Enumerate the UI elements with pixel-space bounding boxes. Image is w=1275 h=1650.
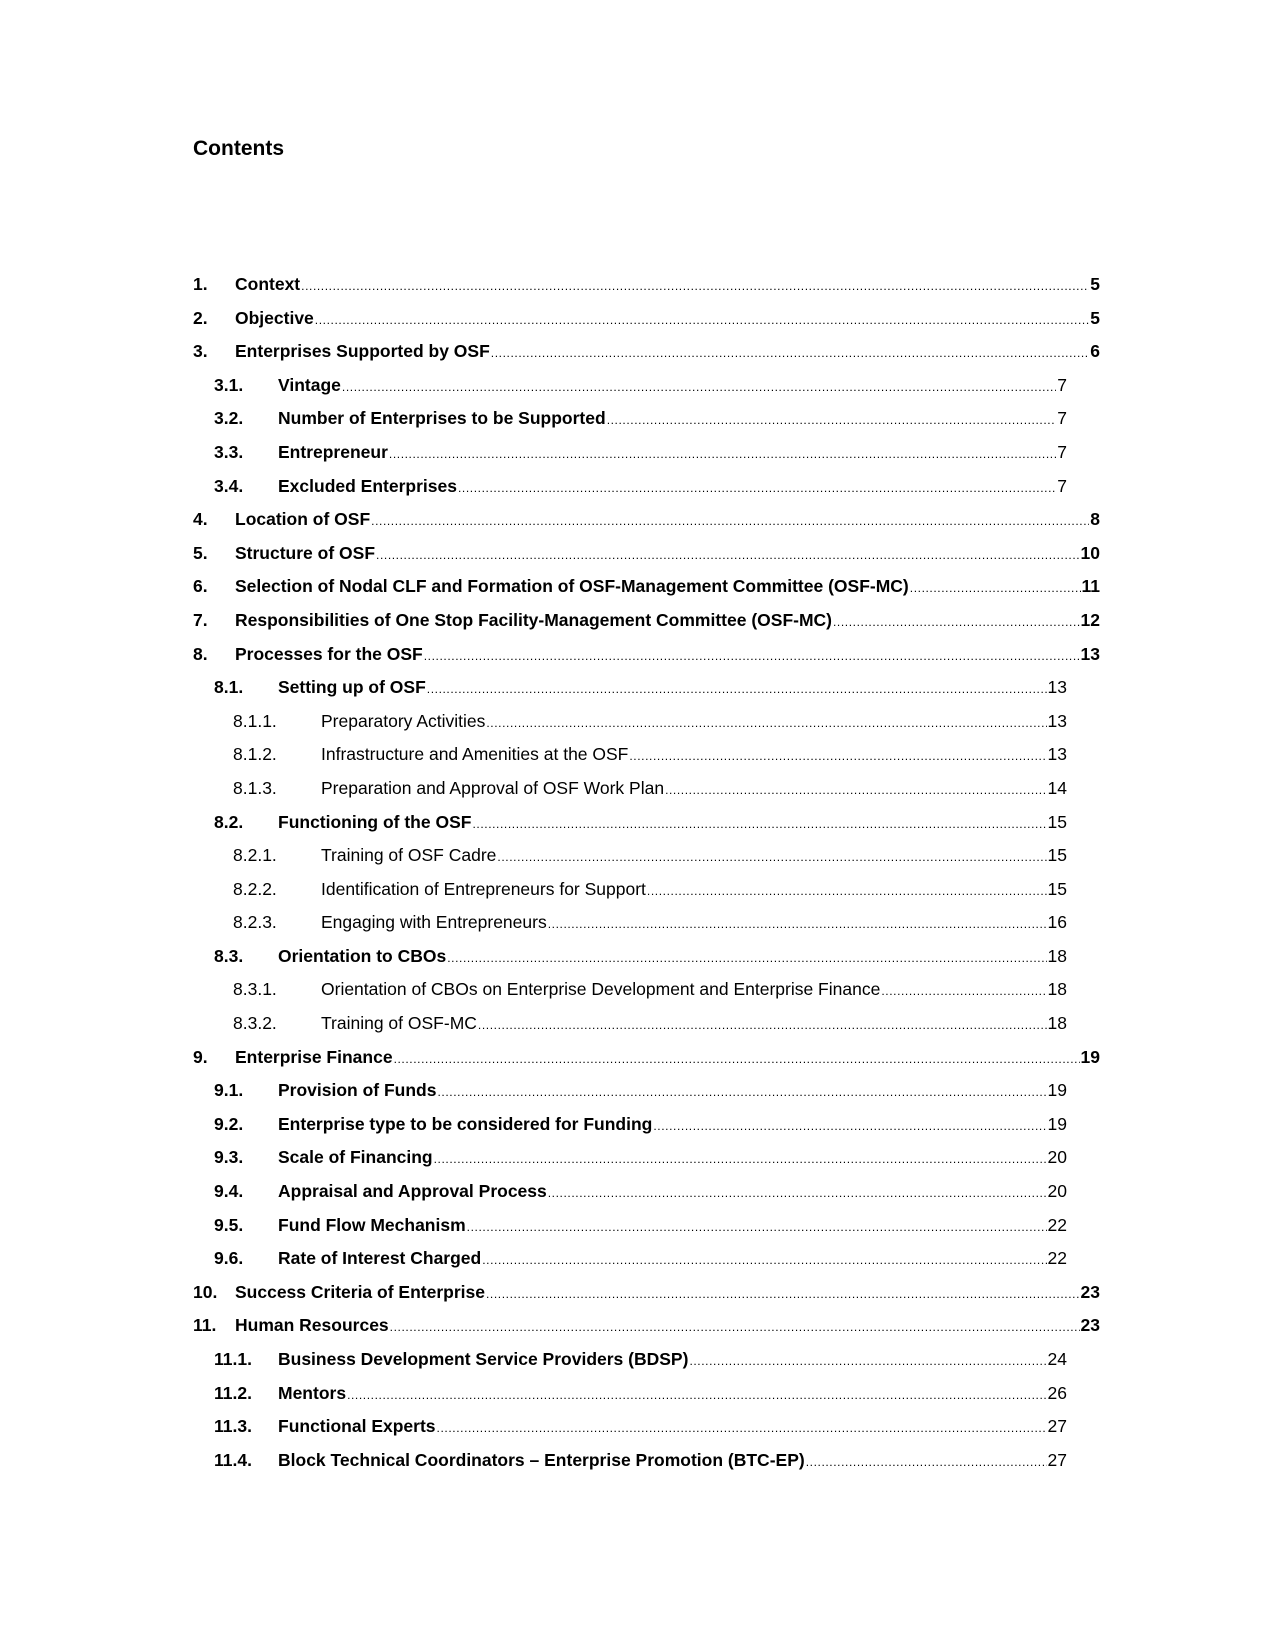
toc-entry-page-number: 13 — [1080, 643, 1100, 664]
toc-entry-page-number: 15 — [1047, 811, 1067, 832]
toc-entry-title: Engaging with Entrepreneurs — [321, 912, 547, 933]
toc-entry-title: Training of OSF-MC — [321, 1013, 477, 1034]
toc-entry-page-number: 10 — [1080, 542, 1100, 563]
toc-entry-title: Human Resources — [235, 1315, 389, 1336]
toc-entry[interactable] — [193, 503, 1100, 537]
dot-leader — [472, 806, 1046, 842]
dot-leader — [434, 1141, 1047, 1177]
toc-entry[interactable] — [193, 1175, 1067, 1209]
toc-entry-title: Appraisal and Approval Process — [278, 1181, 547, 1202]
toc-entry[interactable] — [193, 268, 1100, 302]
toc-entry-number: 9.4. — [214, 1181, 244, 1202]
toc-entry-number: 8.1. — [214, 677, 244, 698]
toc-entry[interactable] — [193, 1343, 1067, 1377]
toc-entry-title: Context — [235, 274, 301, 294]
contents-heading: Contents — [193, 137, 284, 160]
toc-entry[interactable] — [193, 1041, 1100, 1075]
toc-entry[interactable] — [193, 1410, 1067, 1444]
dot-leader — [390, 1309, 1080, 1345]
toc-entry-number: 8.2.3. — [233, 912, 277, 933]
dot-leader — [833, 604, 1080, 640]
toc-entry-page-number: 24 — [1047, 1349, 1067, 1369]
toc-entry-page-number: 26 — [1047, 1382, 1067, 1403]
toc-entry[interactable] — [193, 738, 1067, 772]
toc-entry-page-number: 27 — [1047, 1416, 1067, 1437]
toc-entry-page-number: 18 — [1047, 979, 1067, 1000]
toc-entry-number: 11.1. — [214, 1349, 252, 1369]
toc-entry-title: Identification of Entrepreneurs for Support — [321, 878, 646, 899]
toc-entry-page-number: 5 — [1090, 307, 1100, 328]
toc-entry-number: 9.6. — [214, 1248, 244, 1269]
dot-leader — [486, 1276, 1080, 1312]
toc-entry[interactable] — [193, 671, 1067, 705]
toc-entry-page-number: 15 — [1047, 845, 1067, 866]
toc-entry-number: 11. — [193, 1315, 217, 1336]
dot-leader — [806, 1444, 1047, 1480]
toc-entry[interactable] — [193, 1007, 1067, 1041]
toc-entry-number: 8.1.3. — [233, 777, 277, 798]
toc-entry-number: 8.2.1. — [233, 845, 277, 866]
toc-entry[interactable] — [193, 705, 1067, 739]
toc-entry-page-number: 18 — [1047, 1013, 1067, 1034]
toc-entry-page-number: 14 — [1047, 777, 1067, 798]
toc-entry-number: 1. — [193, 274, 208, 294]
toc-entry-number: 9.1. — [214, 1080, 244, 1101]
toc-entry-title: Processes for the OSF — [235, 643, 423, 664]
toc-entry-number: 8.3.1. — [233, 979, 277, 1000]
toc-entry-title: Number of Enterprises to be Supported — [278, 408, 606, 429]
toc-entry[interactable] — [193, 335, 1100, 369]
toc-entry-title: Rate of Interest Charged — [278, 1248, 482, 1269]
toc-entry-page-number: 23 — [1080, 1315, 1100, 1336]
dot-leader — [548, 906, 1047, 942]
toc-entry-page-number: 7 — [1057, 475, 1067, 496]
toc-entry-title: Preparation and Approval of OSF Work Plan — [321, 777, 665, 798]
toc-entry[interactable] — [193, 1309, 1100, 1343]
toc-entry-number: 8.1.1. — [233, 710, 277, 731]
toc-entry-title: Training of OSF Cadre — [321, 845, 497, 866]
dot-leader — [458, 470, 1056, 506]
toc-entry-number: 3.3. — [214, 441, 244, 462]
dot-leader — [376, 537, 1080, 573]
toc-entry-page-number: 18 — [1047, 945, 1067, 966]
dot-leader — [447, 940, 1046, 976]
toc-entry-page-number: 7 — [1057, 408, 1067, 429]
toc-entry-title: Functioning of the OSF — [278, 811, 472, 832]
toc-entry-number: 5. — [193, 542, 208, 563]
toc-entry-title: Block Technical Coordinators – Enterprise Promotion (BTC-EP) — [278, 1449, 805, 1470]
toc-entry-number: 3. — [193, 341, 208, 362]
toc-entry-title: Excluded Enterprises — [278, 475, 457, 496]
toc-entry-page-number: 27 — [1047, 1449, 1067, 1470]
dot-leader — [478, 1007, 1047, 1043]
toc-entry-title: Mentors — [278, 1382, 347, 1403]
dot-leader — [689, 1343, 1046, 1379]
toc-entry-page-number: 19 — [1047, 1080, 1067, 1101]
toc-entry[interactable] — [193, 973, 1067, 1007]
toc-entry-title: Location of OSF — [235, 509, 371, 530]
dot-leader — [497, 839, 1046, 875]
toc-entry[interactable] — [193, 604, 1100, 638]
toc-entry[interactable] — [193, 1377, 1067, 1411]
dot-leader — [910, 570, 1081, 606]
toc-entry-page-number: 20 — [1047, 1181, 1067, 1202]
toc-entry-title: Structure of OSF — [235, 542, 376, 563]
toc-entry-number: 10. — [193, 1281, 218, 1302]
toc-entry[interactable] — [193, 369, 1067, 403]
toc-entry-page-number: 23 — [1080, 1281, 1100, 1302]
toc-entry-title: Success Criteria of Enterprise — [235, 1281, 485, 1302]
toc-entry-page-number: 15 — [1047, 878, 1067, 899]
dot-leader — [437, 1410, 1047, 1446]
toc-entry-number: 2. — [193, 307, 208, 328]
toc-entry[interactable] — [193, 402, 1067, 436]
toc-entry-number: 4. — [193, 509, 208, 530]
dot-leader — [371, 503, 1089, 539]
dot-leader — [647, 873, 1047, 909]
toc-entry[interactable] — [193, 1209, 1067, 1243]
toc-entry[interactable] — [193, 873, 1067, 907]
toc-entry-title: Orientation to CBOs — [278, 945, 447, 966]
dot-leader — [482, 1242, 1046, 1278]
toc-entry-number: 8.2.2. — [233, 878, 277, 899]
toc-entry[interactable] — [193, 1141, 1067, 1175]
dot-leader — [389, 436, 1056, 472]
toc-entry-number: 11.3. — [214, 1416, 252, 1437]
toc-entry[interactable] — [193, 1108, 1067, 1142]
toc-entry-title: Fund Flow Mechanism — [278, 1214, 466, 1235]
toc-entry-page-number: 7 — [1057, 441, 1067, 462]
toc-entry[interactable] — [193, 436, 1067, 470]
toc-entry-page-number: 19 — [1080, 1046, 1100, 1067]
toc-entry[interactable] — [193, 839, 1067, 873]
toc-entry-title: Vintage — [278, 374, 341, 395]
toc-entry-number: 7. — [193, 609, 208, 630]
toc-entry-number: 8.2. — [214, 811, 244, 832]
dot-leader — [548, 1175, 1047, 1211]
toc-entry[interactable] — [193, 772, 1067, 806]
dot-leader — [437, 1074, 1046, 1110]
toc-entry-page-number: 13 — [1047, 677, 1067, 698]
toc-entry-page-number: 19 — [1047, 1113, 1067, 1134]
toc-entry-number: 3.1. — [214, 374, 244, 395]
toc-entry-title: Objective — [235, 307, 314, 328]
toc-entry-title: Infrastructure and Amenities at the OSF — [321, 744, 629, 765]
toc-entry[interactable] — [193, 1242, 1067, 1276]
table-of-contents — [193, 268, 1100, 1477]
toc-entry-title: Business Development Service Providers (BDSP) — [278, 1349, 689, 1369]
toc-entry[interactable] — [193, 570, 1100, 604]
toc-entry-page-number: 8 — [1090, 509, 1100, 530]
toc-entry-number: 9.3. — [214, 1147, 244, 1168]
dot-leader — [653, 1108, 1046, 1144]
toc-entry-number: 9.5. — [214, 1214, 244, 1235]
toc-entry[interactable] — [193, 537, 1100, 571]
toc-entry[interactable] — [193, 1276, 1100, 1310]
toc-entry-page-number: 22 — [1047, 1214, 1067, 1235]
toc-entry-number: 9.2. — [214, 1113, 244, 1134]
toc-entry-page-number: 11 — [1081, 576, 1100, 597]
toc-entry-number: 11.4. — [214, 1449, 252, 1470]
toc-entry-number: 3.4. — [214, 475, 244, 496]
dot-leader — [394, 1041, 1080, 1077]
toc-entry-page-number: 13 — [1047, 744, 1067, 765]
dot-leader — [315, 302, 1089, 338]
toc-entry[interactable] — [193, 1074, 1067, 1108]
toc-entry-title: Provision of Funds — [278, 1080, 437, 1101]
toc-entry-number: 11.2. — [214, 1382, 252, 1403]
toc-entry-page-number: 20 — [1047, 1147, 1067, 1168]
toc-entry-number: 8.1.2. — [233, 744, 277, 765]
dot-leader — [881, 973, 1046, 1009]
toc-entry-number: 8. — [193, 643, 208, 664]
toc-entry-title: Preparatory Activities — [321, 710, 486, 731]
toc-entry-title: Setting up of OSF — [278, 677, 426, 698]
toc-entry-title: Enterprises Supported by OSF — [235, 341, 490, 362]
dot-leader — [486, 705, 1046, 741]
toc-entry[interactable] — [193, 940, 1067, 974]
toc-entry-page-number: 7 — [1057, 374, 1067, 395]
toc-entry[interactable] — [193, 302, 1100, 336]
toc-entry-number: 3.2. — [214, 408, 244, 429]
toc-entry-title: Entrepreneur — [278, 441, 388, 462]
toc-entry-page-number: 6 — [1090, 341, 1100, 362]
toc-entry-page-number: 12 — [1080, 609, 1100, 630]
toc-entry-title: Responsibilities of One Stop Facility-Management Committee (OSF-MC) — [235, 609, 832, 630]
dot-leader — [607, 402, 1057, 438]
dot-leader — [424, 638, 1080, 674]
toc-entry-page-number: 16 — [1047, 912, 1067, 933]
toc-entry-number: 8.3.2. — [233, 1013, 277, 1034]
toc-entry[interactable] — [193, 1444, 1067, 1478]
toc-entry[interactable] — [193, 470, 1067, 504]
toc-entry[interactable] — [193, 638, 1100, 672]
dot-leader — [467, 1209, 1047, 1245]
dot-leader — [427, 671, 1047, 707]
toc-entry-number: 6. — [193, 576, 208, 597]
toc-entry-title: Enterprise type to be considered for Funding — [278, 1113, 653, 1134]
dot-leader — [342, 369, 1056, 405]
toc-entry-page-number: 22 — [1047, 1248, 1067, 1269]
dot-leader — [665, 772, 1046, 808]
toc-entry-title: Enterprise Finance — [235, 1046, 393, 1067]
dot-leader — [491, 335, 1089, 371]
toc-entry-number: 8.3. — [214, 945, 244, 966]
toc-entry-title: Scale of Financing — [278, 1147, 433, 1168]
toc-entry[interactable] — [193, 906, 1067, 940]
toc-entry-title: Functional Experts — [278, 1416, 436, 1437]
dot-leader — [301, 268, 1089, 304]
toc-entry-title: Selection of Nodal CLF and Formation of OSF-Management Committee (OSF-MC) — [235, 576, 909, 597]
toc-entry-number: 9. — [193, 1046, 208, 1067]
toc-entry-page-number: 13 — [1047, 710, 1067, 731]
dot-leader — [629, 738, 1046, 774]
toc-entry-page-number: 5 — [1090, 274, 1100, 294]
toc-entry[interactable] — [193, 806, 1067, 840]
toc-entry-title: Orientation of CBOs on Enterprise Development and Enterprise Finance — [321, 979, 881, 1000]
dot-leader — [347, 1377, 1046, 1413]
